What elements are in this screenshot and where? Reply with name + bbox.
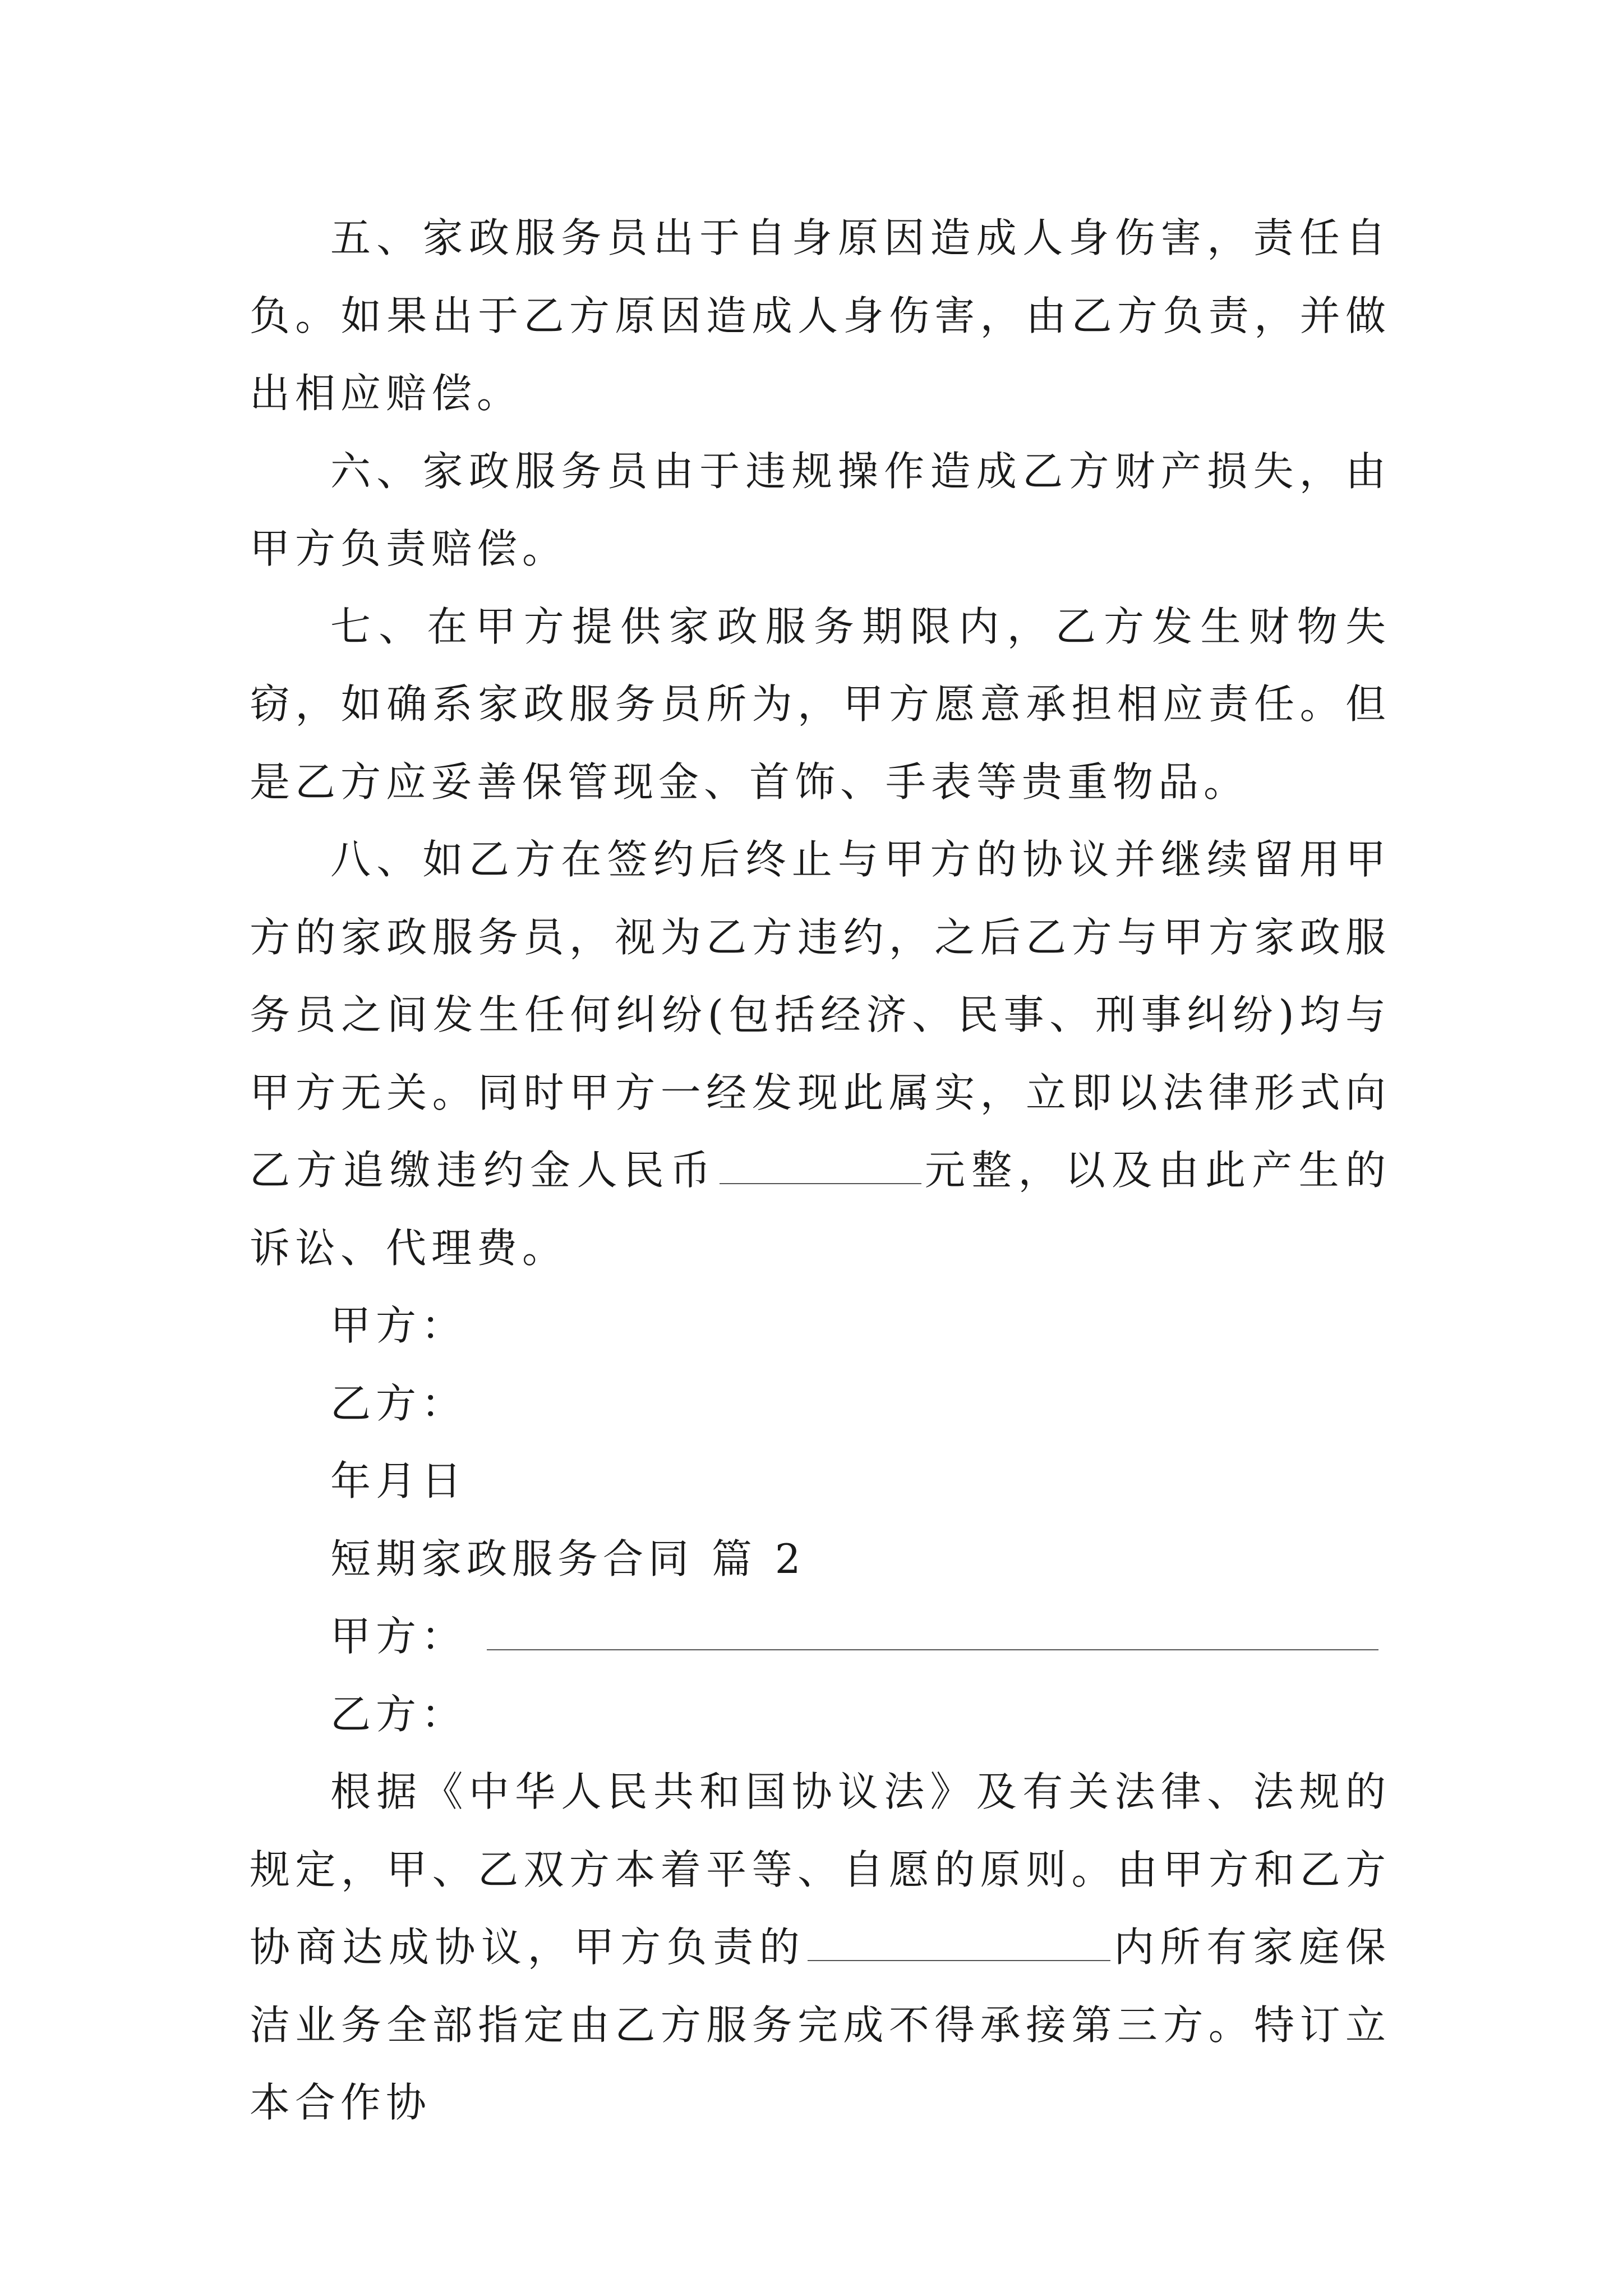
document-body (250, 199, 1391, 2142)
clause-6: 六、家政服务员由于违规操作造成乙方财产损失，由甲方负责赔偿。 (250, 447, 1391, 572)
clause-8-text-start: 八、如乙方在签约后终止与甲方的协议并继续留用甲方的家政服务员，视为乙方违约，之后乙方与甲方家政服务员之间发生任何纠纷(包括经济、民事、刑事纠纷)均与甲方无关。同时甲方一经发现此属实，立即以法律形式向乙方追缴违约金人民币 (250, 836, 1391, 1194)
clause-8-text-end: 元整，以及由此产生的诉讼、代理费。 (250, 1147, 1391, 1272)
signature-party-a: 甲方： (330, 1302, 467, 1349)
service-area-blank (808, 1927, 1110, 1961)
preamble (250, 1753, 1391, 2142)
clause-5: 五、家政服务员出于自身原因造成人身伤害，责任自负。如果出于乙方原因造成人身伤害，由乙方负责，并做出相应赔偿。 (250, 214, 1391, 417)
party-a-label: 甲方： (330, 1613, 467, 1660)
preamble-text-end: 内所有家庭保洁业务全部指定由乙方服务完成不得承接第三方。特订立本合作协 (250, 1924, 1391, 2126)
preamble-text-start: 根据《中华人民共和国协议法》及有关法律、法规的规定，甲、乙双方本着平等、自愿的原则。由甲方和乙方协商达成协议，甲方负责的 (250, 1768, 1391, 1971)
signature-date: 年月日 (330, 1457, 467, 1504)
party-a-line (250, 1598, 1391, 1676)
penalty-amount-blank (720, 1151, 921, 1184)
clause-8 (250, 821, 1391, 1287)
party-a-blank (487, 1617, 1378, 1650)
clause-7: 七、在甲方提供家政服务期限内，乙方发生财物失窃，如确系家政服务员所为，甲方愿意承担相应责任。但是乙方应妥善保管现金、首饰、手表等贵重物品。 (250, 602, 1391, 806)
party-b-line: 乙方： (330, 1690, 467, 1738)
signature-party-b: 乙方： (330, 1379, 467, 1427)
section-title: 短期家政服务合同 篇 2 (330, 1535, 806, 1582)
